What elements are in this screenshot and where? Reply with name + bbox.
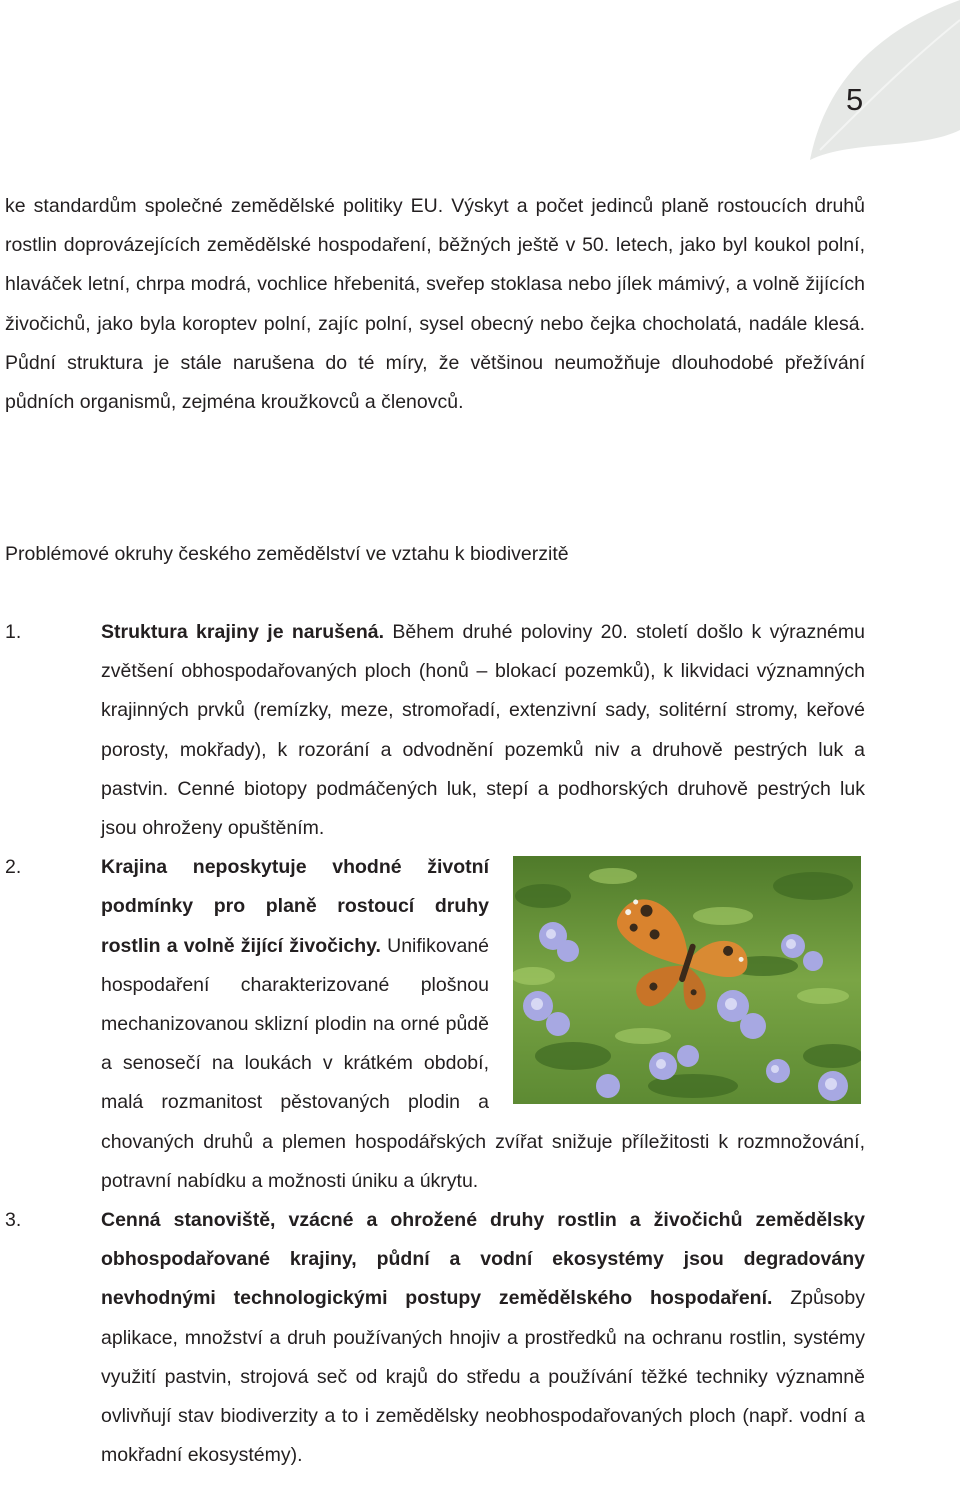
list-item-number: 3.	[5, 1209, 22, 1232]
list-item-lead: Cenná stanoviště, vzácné a ohrožené druhy rostlin a živočichů zemědělsky obhospodařované krajiny, půdní a vodní ekosystémy jsou degradovány nevhodnými technologickými postupy zemědělského hospodaření.	[101, 1209, 865, 1310]
list-item-lead: Struktura krajiny je narušená.	[101, 621, 385, 643]
leaf-decoration-icon	[790, 0, 960, 160]
list-item-body: Během druhé poloviny 20. století došlo k výraznému zvětšení obhospodařovaných ploch (honů – blokací pozemků), k likvidaci významných krajinných prvků (remízky, meze, stromořadí, extenzivní sady, solitérní stromy, keřové porosty, mokřady), k rozorání a odvodnění pozemků niv a druhově pestrých luk a pastvin. Cenné biotopy podmáčených luk, stepí a podhorských druhově pestrých luk jsou ohroženy opuštěním.	[101, 621, 865, 840]
butterfly-photo	[513, 856, 865, 1106]
section-heading: Problémové okruhy českého zemědělství ve vztahu k biodiverzitě	[5, 543, 569, 565]
problem-list	[5, 613, 865, 1475]
list-item	[5, 848, 865, 1201]
list-item-number: 1.	[5, 621, 22, 643]
list-item-body: Unifikované hospodaření charakterizované plošnou mechanizovanou sklizní plodin na orné půdě a senosečí na loukách v krátkém období, malá rozmanitost pěstovaných plodin a chovaných druhů a plemen hospodářských zvířat snižuje příležitosti k rozmnožování, potravní nabídku a možnosti úniku a úkrytu.	[101, 934, 865, 1192]
page-number: 5	[846, 82, 864, 117]
list-item-body: Způsoby aplikace, množství a druh používaných hnojiv a prostředků na ochranu rostlin, systémy využití pastvin, strojová seč od krajů do středu a používání těžké techniky významně ovlivňují stav biodiverzity a to i zemědělsky neobhospodařovaných ploch (např. vodní a mokřadní ekosystémy).	[101, 1287, 865, 1467]
list-item	[5, 1201, 865, 1475]
intro-paragraph: ke standardům společné zemědělské politiky EU. Výskyt a počet jedinců planě rostoucích druhů rostlin doprovázejících zemědělské hospodaření, běžných ještě v 50. letech, jako byl koukol polní, hlaváček letní, chrpa modrá, vochlice hřebenitá, sveřep stoklasa nebo jílek mámivý, a volně žijících živočichů, jako byla koroptev polní, zajíc polní, sysel obecný nebo čejka chocholatá, nadále klesá. Půdní struktura je stále narušena do té míry, že většinou neumožňuje dlouhodobé přežívání půdních organismů, zejména kroužkovců a členovců.	[5, 195, 865, 414]
list-item-lead: Krajina neposkytuje vhodné životní podmínky pro planě rostoucí druhy rostlin a volně žijící živočichy.	[101, 856, 489, 957]
butterfly-on-flowers-image	[513, 856, 861, 1104]
list-item-number: 2.	[5, 856, 22, 879]
list-item	[5, 613, 865, 848]
